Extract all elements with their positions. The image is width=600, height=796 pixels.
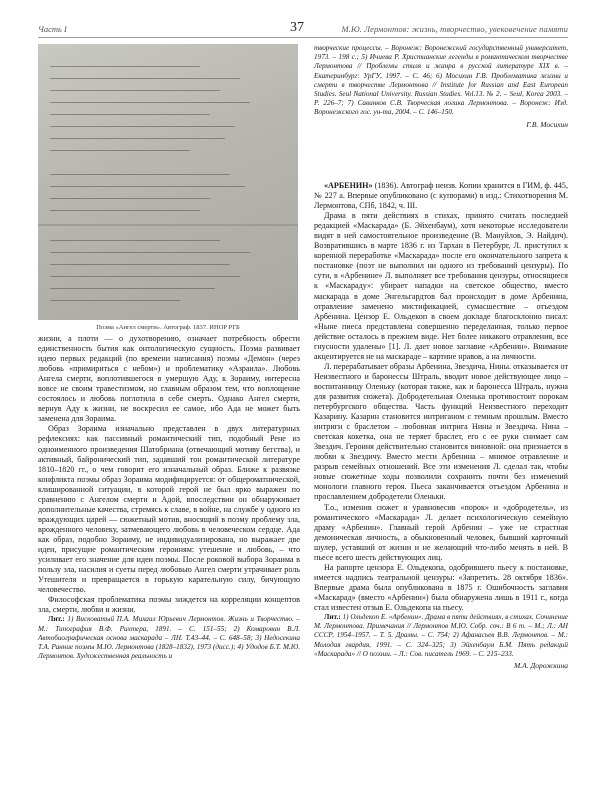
figure-caption: Поэма «Ангел смерти». Автограф. 1837. ИНОР РГБ	[96, 324, 240, 331]
left-paragraph-1: жизни, а плоти — о духотворению, означает потребность обрести единственность бытия как онтологическую сущность. Поэма развивает идею первых редакций (по времени написания) поэмы «Демон» (через любовь «примириться с небом») и проблематику «Азраила». Любовь Ангела смерти, воплотившегося в умершую Аду, к Зораиму, интересна вовсе не своим травестизмом, но главным образом тем, что воплощение состоялось и любовь поглотила в себе смерть. Однако Ангел смерти, вернув Аду к жизни, не воскресил ее самое, ибо Ада не может быть заменена для Зораима.	[38, 334, 300, 424]
right-top-literature	[314, 44, 568, 130]
lit-label: Лит.:	[48, 615, 65, 624]
left-paragraph-3: Философская проблематика поэмы зиждется на корреляции концептов зла, смерти, любви и жизни.	[38, 595, 300, 615]
right-paragraph-2: Драма в пяти действиях в стихах, принято считать последней редакцией «Маскарада» (Б. Эйхенбаум), хотя некоторые исследователи видят в ней самостоятельное произведение (В. Мануйлов, Э. Найдич). Возвратившись в марте 1836 г. из Тархан в Петербург, Л. приступил к коренной переработке «Маскарада» после его окончательного запрета к постановке (поэт не выполнил ни одного из требований цензуры). По сути, в «Арбенине» Л. выполняет все требования цензуры, относящиеся к «Маскараду»: убирает нападки на светское общество, вместо маскарада в доме Энгельгардтов бал происходит в доме Арбенина, отравление заменено мистификацией, сумасшествие – отъездом Арбенина. Цензор Е. Ольдекоп в своем докладе благосклонно писал: «Ныне пиеса представлена совершенно переделанная, только первое действие осталось в прежнем виде. Нет более никакого отравления, все гнусности удалены» [1]. Л. дает новое заглавие «Арбенин». Внимание акцентируется не на маскараде – картине нравов, а на личности.	[314, 211, 568, 361]
right-paragraph-1	[314, 181, 568, 211]
page-number: 37	[290, 20, 304, 35]
header-rule	[38, 37, 568, 38]
right-column	[314, 181, 568, 671]
right-paragraph-4: Т.о., изменив сюжет и уравновесив «порок» и «добродетель», из романтического «Маскарада» Л. делает психологическую семейную драму «Арбенин». Главный герой Арбенин – уже не страстная демоническая личность, а обыкновенный человек, бывший карточный шулер, уставший от жизни и не желающий что-либо менять в ней. В пьесе всего шесть действующих лиц.	[314, 502, 568, 562]
left-paragraph-2: Образ Зораима изначально представлен в двух литературных рефлексиях: как пассивный романтический тип, подобный Рене из одноименного произведения Шатобриана (отвечающий мотиву бегства), и активный, байронический тип, задавший тон романтической литературе 1810–1820 гг., о чем говорит его изначальный образ. Ближе к развязке конфликта поэмы образ Зораима модифицируется: от общероматнической, клишированной ситуации, в которой герой не был ярко выражен по сравнению с Ангелом смерти и Адой, впоследствии он обнаруживает дополнительные качества, стремясь к славе, в войне, на службе у одного из враждующих царей — сюжетный мотив, вносящий в поэму проблему зла, врожденного человеку, затмевающего любовь в человеческом сердце. Ада как образ, подобно Зораиму, не индивидуализирована, но выражает две идеи, присущие романтическим героиням: утешение и любовь, – что усиливает его значение для идеи поэмы. После роковой выбора Зораима в пользу зла, насилия и суеты перед любовью Ангел смерти утрачивает роль Утешителя и превращается в горькую карательную силу, бичующую человечество.	[38, 424, 300, 595]
page-header	[0, 0, 600, 40]
lit-label-2: Лит.:	[324, 613, 341, 622]
lit-continuation: творческие процессы. – Воронеж: Воронежский государственный университет, 1973. – 198 с.; 5) Ичиева Р. Христианские легенды в романтическом творчестве Лермонтова // Проблемы стиля и жанра в русской литературе XIX в. – Екатеринбург: УрГУ, 1997. – С. 46; 6) Мосихин Г.В. Проблематика жизни и смерти в творчестве Лермонтова // Institute for Russian and East European Studies. Seul National University. Russian Studies. Vol.13. № 2. – Seul, Korea 2003. – Р. 226–7; 7) Савинков С.В. Творческая логика Лермонтова. – Воронеж: Изд. Воронежского гос. ун-та, 2004. – С. 146–150.	[314, 44, 568, 117]
author-signature-2: М.А. Дорожкина	[514, 661, 568, 671]
author-signature-1: Г.В. Мосихин	[526, 119, 568, 129]
left-literature	[38, 615, 300, 661]
lit-text: 1) Висковатый П.А. Михаил Юрьевич Лермонтов. Жизнь и Творчество. – М.: Типография В.Ф. Рихтера, 1891. – С. 151–55; 2) Комаровин В.Л. Автобиографическая основа маскарада – ЛН. Т.43–44. – С. 648–58; 3) Недосекина Т.А. Ранние поэмы М.Ю. Лермонтова (1828–1832), 1973 (дисс.); 4) Удодов Б.Т. М.Ю. Лермонтов. Художественная реальность и	[38, 615, 301, 661]
right-paragraph-5: На рапорте цензора Е. Ольдекопа, одобрившего пьесу к постановке, имеется надпись театральной цензуры: «Запретить. 28 октября 1836». Впервые драма была опубликована в 1875 г. Ошибочность заглавия «Маскарад» (вместо «Арбенин») была обнаружена лишь в 1911 г., когда стал известен отзыв Е. Ольдекопа на пьесу.	[314, 562, 568, 612]
manuscript-photo	[38, 44, 298, 320]
left-column	[38, 334, 300, 661]
right-paragraph-3: Л. перерабатывает образы Арбенина, Звездича, Нины. отказывается от Неизвестного и баронессы Штраль, вводит новое действующее лицо – воспитанницу Оленьку (которая также, как и баронесса Штраль, нужна для развития сюжета). Добродетельная Оленька противостоит порокам петербургского общества. Часть функций Неизвестного переходит Казарину. Казарин становится интриганом с темным прошлым. Вместо интриги с браслетом – любовная интрига Нины и Звездича. Нина – светская кокетка, она не теряет браслет, его с ее руки снимает сам Звездич. Героиня действительно становится виновной: она признается в любви к Звездичу. Вместо мести Арбенина – мнимое отравление и разрыв семейных отношений. Все эти изменения Л. сделал так, чтобы новые сюжетные ходы позволили сохранить почти без изменений монологи главного героя. Пьеса заканчивается отъездом Арбенина и прославлением добродетели Оленьки.	[314, 361, 568, 502]
running-title: М.Ю. Лермонтов: жизнь, творчество, увековечение памяти	[341, 24, 568, 34]
section-label: Часть I	[38, 24, 67, 34]
entry-title: «АРБЕНИН»	[324, 181, 373, 190]
entry-intro: (1836). Автограф неизв. Копии хранится в ГИМ, ф. 445, № 227 а. Впервые опубликовано (с купюрами) в изд.: Стихотворения М. Лермонтова, СПб, 1842, ч. III.	[314, 181, 568, 211]
right-literature	[314, 613, 568, 659]
lit-text-2: 1) Ольдекоп Е. «Арбенин». Драма в пяти действиях, в стихах. Сочинение М. Лермонтова. Примечания // Лермонтов М.Ю. Собр. соч.: В 6 т. – М.; Л.: АН СССР, 1954–1957. – Т. 5. Драмы. – С. 754; 2) Афанасьев В.В. Лермонтов. – М.: Молодая гвардия, 1991. – С. 324–325; 3) Эйхенбаум Б.М. Пять редакций «Маскарада» // О поэзии. – Л.: Сов. писатель 1969. – С. 215–233.	[314, 613, 569, 658]
